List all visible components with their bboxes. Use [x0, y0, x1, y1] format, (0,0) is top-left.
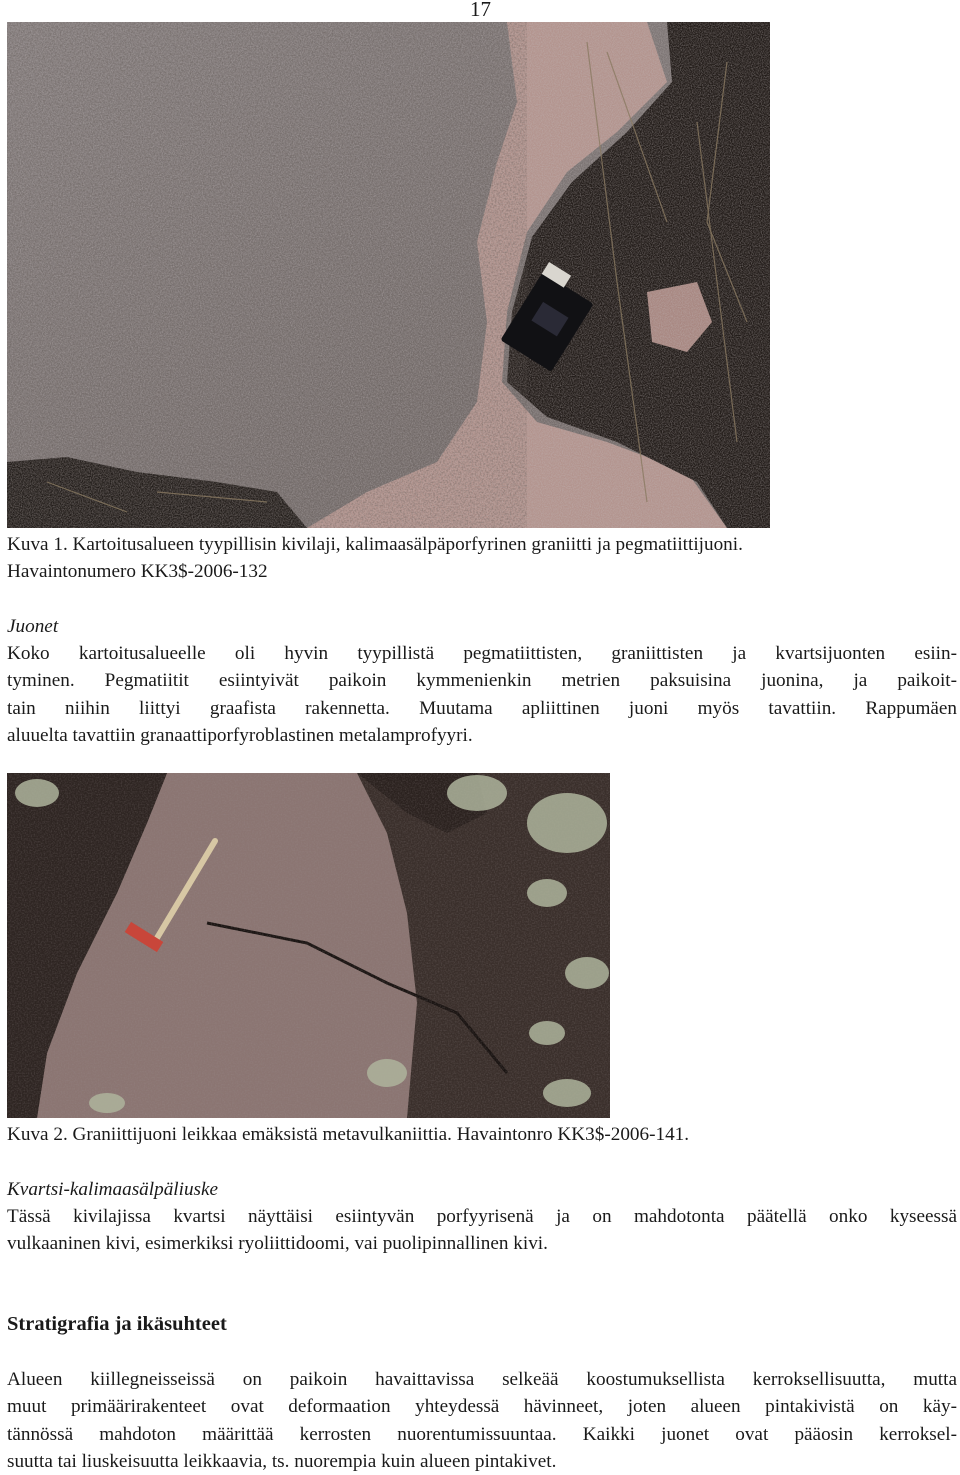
juonet-line-1: Koko kartoitusalueelle oli hyvin tyypillistä pegmatiittisten, graniittisten ja kvartsijuonten esiin-: [7, 643, 957, 664]
strat-line-2: muut primäärirakenteet ovat deformaation yhteydessä hävinneet, joten alueen pintakivistä on käy-: [7, 1396, 957, 1418]
juonet-line-3: tain niihin liittyi graafista rakennetta. Muutama apliittinen juoni myös tavattiin. Rappumäen: [7, 697, 957, 719]
strat-line-1: Alueen kiillegneisseissä on paikoin havaittavissa selkeää koostumuksellista kerroksellisuutta, mutta: [7, 1369, 957, 1390]
section-kvartsi-title: Kvartsi-kalimaasälpäliuske: [7, 1179, 219, 1200]
figure2-caption: Kuva 2. Graniittijuoni leikkaa emäksistä metavulkaniittia. Havaintonro KK3$-2006-141.: [7, 1124, 690, 1145]
section-juonet-title: Juonet: [7, 616, 59, 637]
strat-line-4: suutta tai liuskeisuutta leikkaavia, ts. nuorempia kuin alueen pintakivet.: [7, 1450, 557, 1472]
strat-line-3: tännössä mahdoton määrittää kerrosten nuorentumissuuntaa. Kaikki juonet ovat pääosin kerroksel-: [7, 1423, 957, 1445]
section-strat-heading: Stratigrafia ja ikäsuhteet: [7, 1313, 227, 1335]
photo-granite-vein-metavolcanite: [7, 773, 610, 1118]
figure1-caption: [7, 531, 743, 586]
section-juonet-body: [7, 640, 957, 749]
photo-granite-pegmatite: [7, 22, 770, 528]
page-number: 17: [470, 0, 491, 21]
kvartsi-line-1: Tässä kivilajissa kvartsi näyttäisi esiintyvän porfyyrisenä ja on mahdotonta päätellä onko kyseessä: [7, 1206, 957, 1227]
section-kvartsi-body: [7, 1203, 957, 1258]
section-strat-body: [7, 1366, 957, 1475]
figure1-caption-line1: Kuva 1. Kartoitusalueen tyypillisin kivilaji, kalimaasälpäporfyrinen graniitti ja pegmatiittijuoni.: [7, 534, 743, 555]
juonet-line-4: aluuelta tavattiin granaattiporfyroblastinen metalamprofyyri.: [7, 724, 473, 746]
figure1-caption-line2: Havaintonumero KK3$-2006-132: [7, 561, 268, 583]
kvartsi-line-2: vulkaaninen kivi, esimerkiksi ryoliittidoomi, vai puolipinnallinen kivi.: [7, 1233, 548, 1255]
juonet-line-2: tyminen. Pegmatiitit esiintyivät paikoin kymmenienkin metrien paksuisina juonina, ja paikoit-: [7, 670, 957, 692]
